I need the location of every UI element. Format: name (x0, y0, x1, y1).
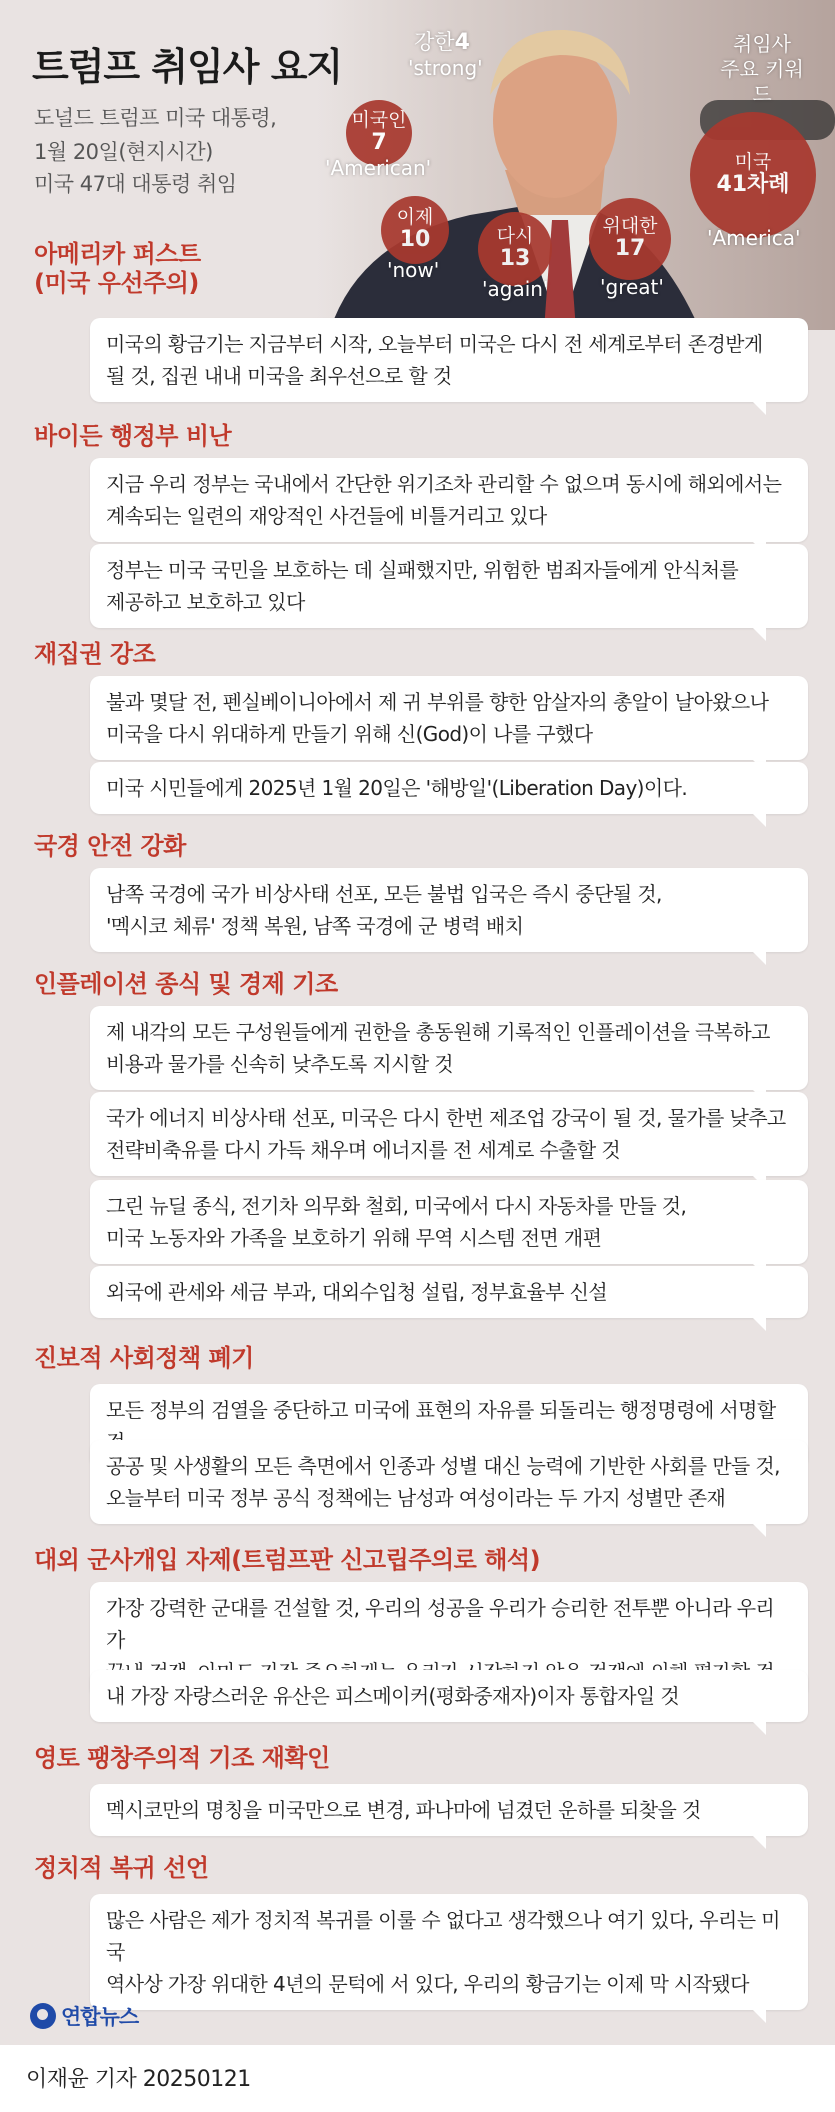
quote-line: 많은 사람은 제가 정치적 복귀를 이룰 수 없다고 생각했으나 여기 있다, 우리는 미국 (106, 1908, 780, 1964)
keywords-title-line: 주요 키워드 (720, 57, 804, 106)
yonhap-logo-icon (30, 2003, 56, 2029)
quote-line: 오늘부터 미국 정부 공식 정책에는 남성과 여성이라는 두 가지 성별만 존재 (106, 1486, 726, 1510)
keyword-word: 강한 (414, 30, 455, 54)
quote-line: 국가 에너지 비상사태 선포, 미국은 다시 한번 제조업 강국이 될 것, 물가를 낮추고 (106, 1106, 786, 1130)
quote-line: 가장 강력한 군대를 건설할 것, 우리의 성공을 우리가 승리한 전투뿐 아니라 우리가 (106, 1596, 775, 1652)
keyword-great-bubble (589, 198, 671, 280)
keyword-english: 'great' (600, 275, 664, 299)
logo-text: 연합뉴스 (61, 2005, 139, 2029)
page-title: 트럼프 취임사 요지 (32, 45, 343, 89)
quote-bubble (90, 1006, 808, 1090)
section-heading: 정치적 복귀 선언 (34, 1854, 209, 1882)
subtitle-line: 미국 47대 대통령 취임 (34, 172, 237, 196)
quote-line: '멕시코 체류' 정책 복원, 남쪽 국경에 군 병력 배치 (106, 914, 524, 938)
quote-line: 계속되는 일련의 재앙적인 사건들에 비틀거리고 있다 (106, 504, 547, 528)
quote-bubble (90, 868, 808, 952)
keyword-word: 위대한 (602, 215, 658, 238)
quote-bubble (90, 676, 808, 760)
keyword-count: 41차례 (716, 172, 790, 198)
byline: 이재윤 기자 20250121 (26, 2067, 251, 2092)
quote-bubble (90, 762, 808, 814)
quote-line: 정부는 미국 국민을 보호하는 데 실패했지만, 위험한 범죄자들에게 안식처를 (106, 558, 739, 582)
keyword-count: 4 (454, 30, 470, 55)
keyword-now-bubble (381, 196, 449, 264)
keyword-english: 'again' (482, 277, 549, 301)
keyword-count: 7 (371, 130, 387, 156)
section-heading: 대외 군사개입 자제(트럼프판 신고립주의로 해석) (34, 1546, 541, 1574)
quote-line: 지금 우리 정부는 국내에서 간단한 위기조차 관리할 수 없으며 동시에 해외에서는 (106, 472, 782, 496)
yonhap-logo (30, 2001, 138, 2031)
quote-bubble (90, 1092, 808, 1176)
quote-bubble (90, 1440, 808, 1524)
quote-line: 제공하고 보호하고 있다 (106, 590, 305, 614)
keyword-english: 'America' (707, 226, 801, 250)
quote-bubble (90, 318, 808, 402)
quote-line: 전략비축유를 다시 가득 채우며 에너지를 전 세계로 수출할 것 (106, 1138, 621, 1162)
quote-bubble (90, 1894, 808, 2010)
quote-bubble (90, 1180, 808, 1264)
quote-line: 미국을 다시 위대하게 만들기 위해 신(God)이 나를 구했다 (106, 722, 593, 746)
section-heading: 재집권 강조 (34, 640, 156, 668)
keyword-count: 13 (499, 246, 531, 272)
quote-bubble (90, 458, 808, 542)
quote-line: 내 가장 자랑스러운 유산은 피스메이커(평화중재자)이자 통합자일 것 (106, 1684, 680, 1708)
quote-line: 될 것, 집권 내내 미국을 최우선으로 할 것 (106, 364, 452, 388)
quote-line: 남쪽 국경에 국가 비상사태 선포, 모든 불법 입국은 즉시 중단될 것, (106, 882, 662, 906)
quote-line: 역사상 가장 위대한 4년의 문턱에 서 있다, 우리의 황금기는 이제 막 시작됐다 (106, 1972, 749, 1996)
keyword-english: 'strong' (408, 56, 483, 80)
quote-line: 미국 시민들에게 2025년 1월 20일은 '해방일'(Liberation Day)이다. (106, 776, 688, 800)
keyword-english: 'now' (387, 258, 440, 282)
keyword-strong (414, 26, 470, 56)
quote-bubble (90, 544, 808, 628)
section-heading: 인플레이션 종식 및 경제 기조 (34, 970, 338, 998)
keywords-title-line: 취임사 (733, 32, 791, 56)
quote-line: 제 내각의 모든 구성원들에게 권한을 총동원해 기록적인 인플레이션을 극복하고 (106, 1020, 770, 1044)
quote-line: 불과 몇달 전, 펜실베이니아에서 제 귀 부위를 향한 암살자의 총알이 날아왔으나 (106, 690, 769, 714)
quote-line: 공공 및 사생활의 모든 측면에서 인종과 성별 대신 능력에 기반한 사회를 만들 것, (106, 1454, 780, 1478)
subtitle-line: 도널드 트럼프 미국 대통령, (34, 106, 277, 130)
quote-bubble (90, 1266, 808, 1318)
keyword-english: 'American' (325, 156, 432, 180)
quote-line: 비용과 물가를 신속히 낮추도록 지시할 것 (106, 1052, 454, 1076)
heading-line: 아메리카 퍼스트 (34, 240, 201, 268)
section-heading: 영토 팽창주의적 기조 재확인 (34, 1744, 330, 1772)
keyword-again-bubble (478, 212, 552, 286)
keyword-count: 17 (614, 236, 646, 262)
keyword-america-bubble (690, 112, 816, 238)
keyword-word: 이제 (396, 206, 434, 229)
section-heading (34, 240, 201, 298)
keyword-word: 미국 (734, 151, 772, 174)
quote-line: 미국 노동자와 가족을 보호하기 위해 무역 시스템 전면 개편 (106, 1226, 602, 1250)
keyword-count: 10 (399, 227, 431, 253)
section-heading: 진보적 사회정책 폐기 (34, 1344, 254, 1372)
keyword-word: 다시 (496, 225, 534, 248)
quote-line: 멕시코만의 명칭을 미국만으로 변경, 파나마에 넘겼던 운하를 되찾을 것 (106, 1798, 701, 1822)
keyword-word: 미국인 (351, 109, 407, 132)
heading-line: (미국 우선주의) (34, 268, 199, 297)
quote-bubble (90, 1670, 808, 1722)
quote-line: 외국에 관세와 세금 부과, 대외수입청 설립, 정부효율부 신설 (106, 1280, 608, 1304)
section-heading: 국경 안전 강화 (34, 832, 186, 860)
quote-line: 그린 뉴딜 종식, 전기차 의무화 철회, 미국에서 다시 자동차를 만들 것, (106, 1194, 687, 1218)
keywords-title (712, 32, 812, 107)
quote-bubble (90, 1784, 808, 1836)
quote-line: 미국의 황금기는 지금부터 시작, 오늘부터 미국은 다시 전 세계로부터 존경받게 (106, 332, 763, 356)
section-heading: 바이든 행정부 비난 (34, 422, 232, 450)
subtitle-line: 1월 20일(현지시간) (34, 140, 213, 164)
quote-line: 모든 정부의 검열을 중단하고 미국에 표현의 자유를 되돌리는 행정명령에 서명할 (106, 1398, 776, 1422)
